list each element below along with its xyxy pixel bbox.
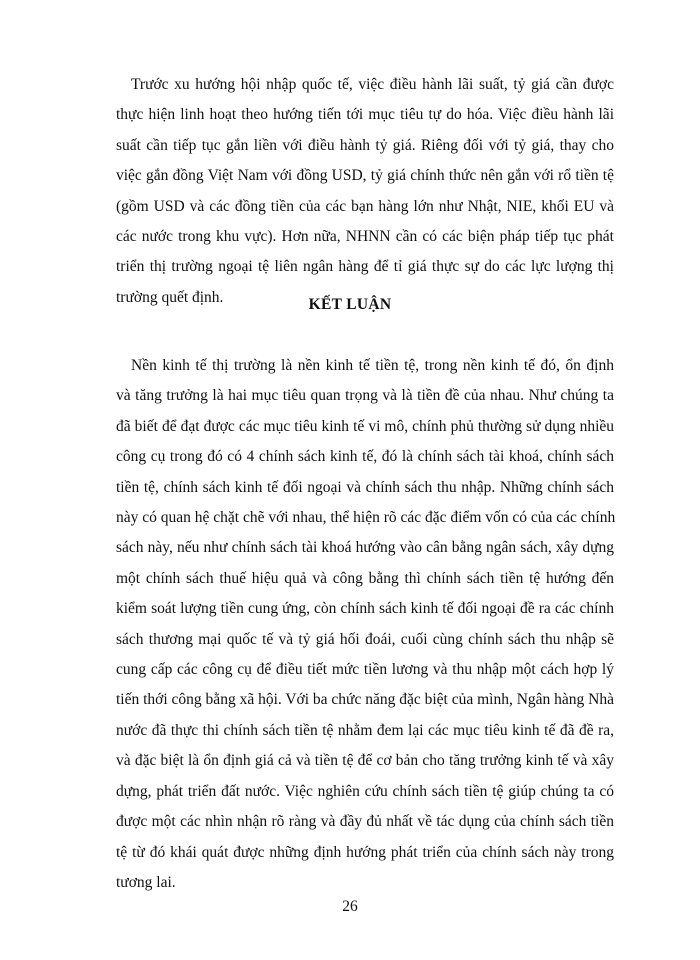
paragraph-line: một chính sách thuế hiệu quả và công bằng thì chính sách tiền tệ hướng đến [116,569,614,587]
paragraph-line: nước đã thực thi chính sách tiền tệ nhằm đem lại các mục tiêu kinh tế đã đề ra, [116,721,614,739]
paragraph-line: tiền tệ, chính sách kinh tế đối ngoại và chính sách thu nhập. Những chính sách [116,478,614,496]
paragraph-line: kiểm soát lượng tiền cung ứng, còn chính sách kinh tế đối ngoại đề ra các chính [116,600,614,618]
paragraph-line: và đặc biệt là ổn định giá cả và tiền tệ để cơ bản cho tăng trưởng kinh tế và xây [116,752,614,770]
paragraph-line: triển thị trường ngoại tệ liên ngân hàng để tỉ giá thực sự do các lực lượng thị [116,258,614,276]
paragraph-line: trường quết định. [116,288,224,306]
paragraph-line: công cụ trong đó có 4 chính sách kinh tế, đó là chính sách tài khoá, chính sách [116,448,614,466]
paragraph-line: Nền kinh tế thị trường là nền kinh tế tiền tệ, trong nền kinh tế đó, ổn định [131,357,614,374]
paragraph-line: Trước xu hướng hội nhập quốc tế, việc điều hành lãi suất, tỷ giá cần được [131,76,614,93]
paragraph-line: tệ từ đó khái quát được những định hướng phát triển của chính sách này trong [116,843,614,861]
paragraph-line: suất cần tiếp tục gắn liền với điều hành tỷ giá. Riêng đối với tỷ giá, thay cho [116,136,614,154]
paragraph-line: tiến thới công bằng xã hội. Với ba chức năng đặc biệt của mình, Ngân hàng Nhà [116,691,614,709]
paragraph-line: dựng, phát triển đất nước. Việc nghiên cứu chính sách tiền tệ giúp chúng ta có [116,782,614,800]
section-heading-conclusion: KẾT LUẬN [308,296,392,313]
paragraph-line: và tăng trưởng là hai mục tiêu quan trọng và là tiền đề của nhau. Như chúng ta [116,387,614,405]
paragraph-line: các nước trong khu vực). Hơn nữa, NHNN cần có các biện pháp tiếp tục phát [116,228,614,246]
paragraph-line: được một các nhìn nhận rõ ràng và đầy đủ nhất về tác dụng của chính sách tiền [116,813,614,831]
paragraph-line: việc gắn đồng Việt Nam với đồng USD, tỷ giá chính thức nên gắn với rổ tiền tệ [116,167,614,185]
paragraph-line: (gồm USD và các đồng tiền của các bạn hàng lớn như Nhật, NIE, khối EU và [116,197,614,215]
paragraph-conclusion [116,351,614,898]
paragraph-line: này có quan hệ chặt chẽ với nhau, thể hiện rõ các đặc điểm vốn có của các chính [116,509,616,527]
paragraph-exchange-rate [116,70,614,313]
paragraph-line: sách thương mại quốc tế và tỷ giá hối đoái, cuối cùng chính sách thu nhập sẽ [116,630,614,648]
page-number: 26 [342,898,358,915]
paragraph-line: đã biết để đạt được các mục tiêu kinh tế vi mô, chính phủ thường sử dụng nhiều [116,417,614,435]
paragraph-line: sách này, nếu như chính sách tài khoá hướng vào cân bằng ngân sách, xây dựng [116,539,614,557]
paragraph-line: cung cấp các công cụ để điều tiết mức tiền lương và thu nhập một cách hợp lý [116,661,614,679]
paragraph-line: tương lai. [116,873,176,891]
paragraph-line: thực hiện linh hoạt theo hướng tiến tới mục tiêu tự do hóa. Việc điều hành lãi [116,106,614,124]
